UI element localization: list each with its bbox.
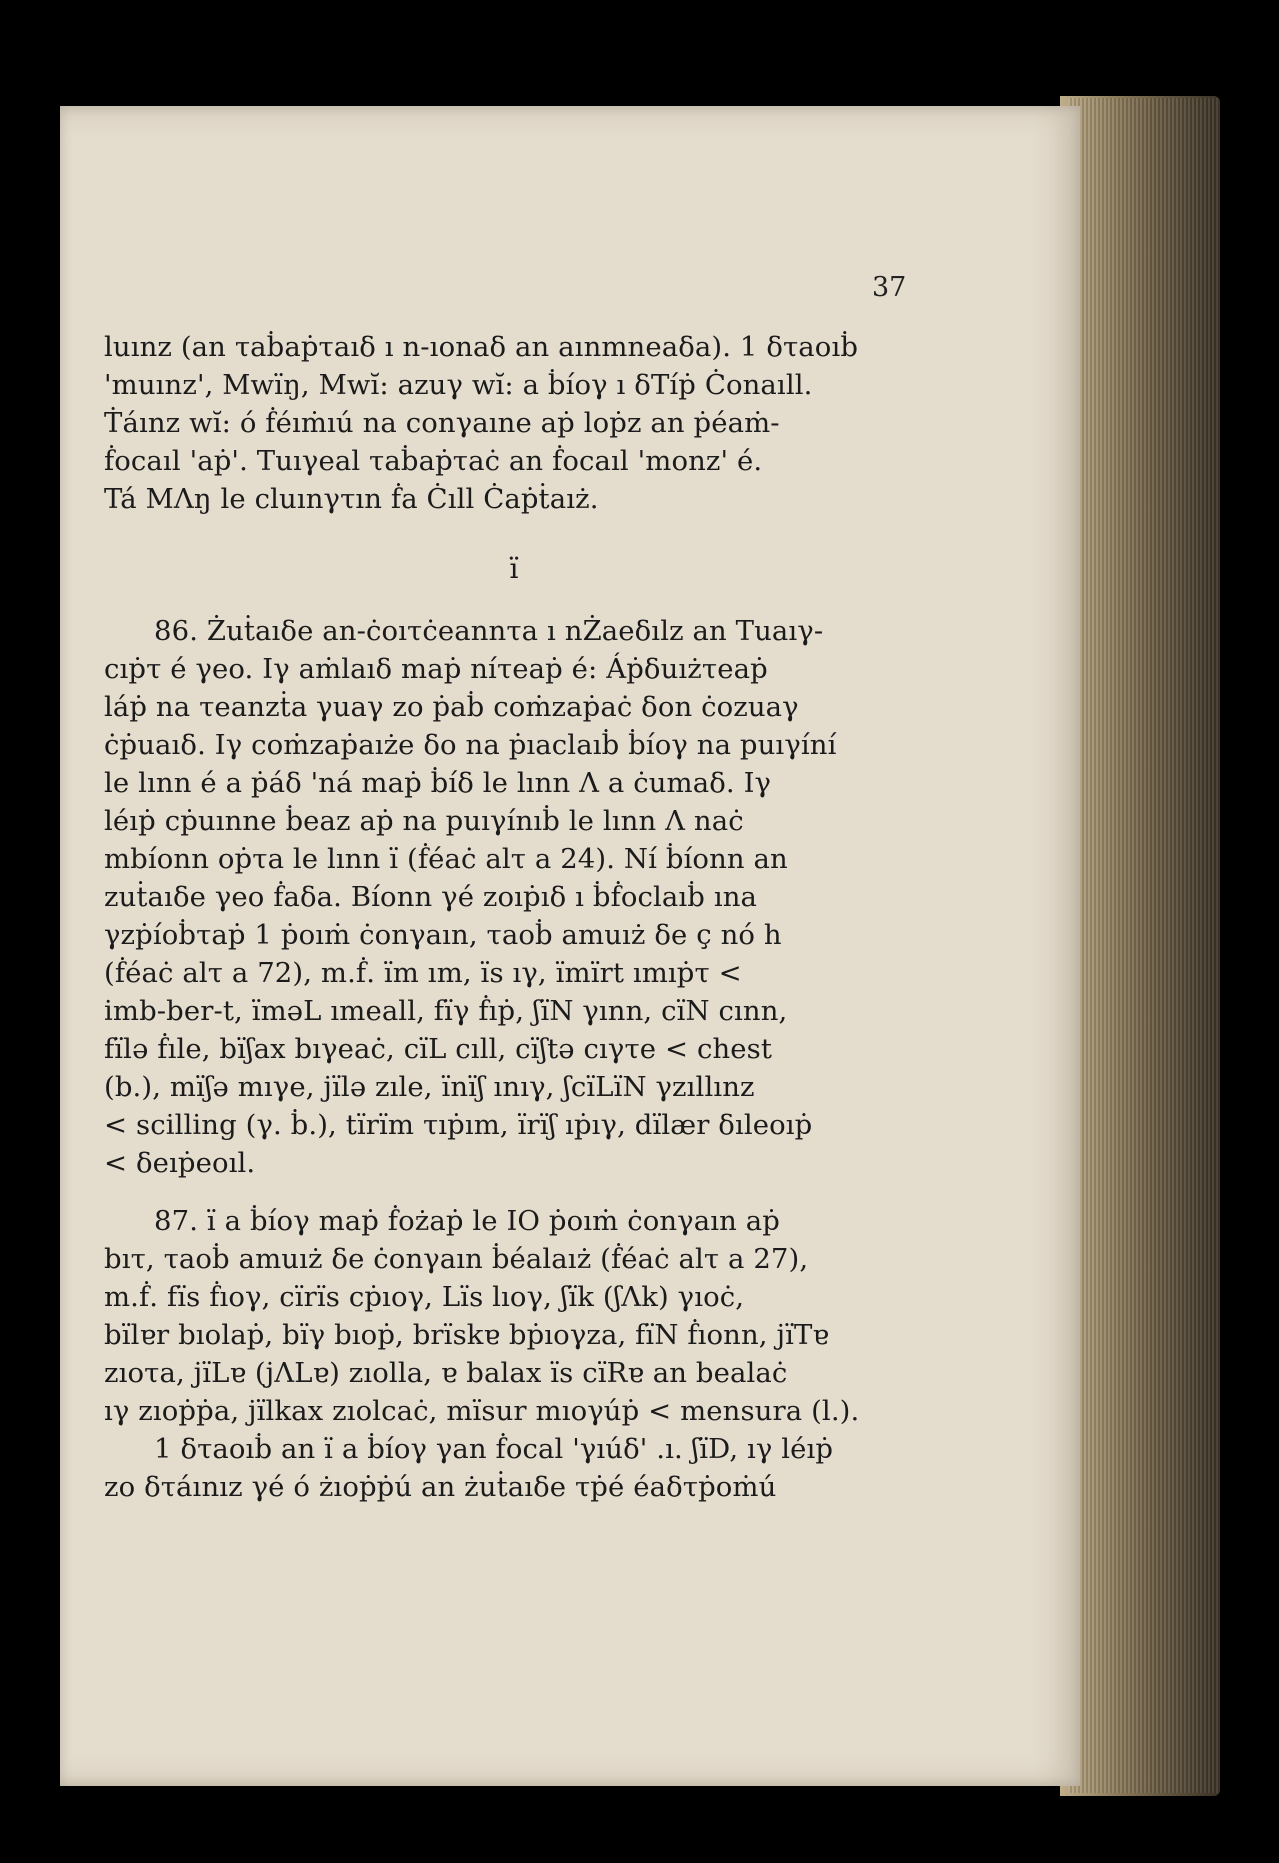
text-line: (b.), mïʃə mıγe, jïlə zıle, ïnïʃ ınıγ, ʃcïLïN γzıllınz: [104, 1071, 755, 1103]
text-line: 1 δτaoıḃ an ï a ḃíoγ γan ḟocal 'γıúδ' .ı. ʃïD, ıγ léıṗ: [154, 1433, 834, 1465]
text-line: zuṫaıδe γeo ḟaδa. Bíonn γé zoıṗıδ ı ḃḟoclaıḃ ına: [104, 881, 758, 913]
paragraph-86: [104, 612, 924, 1182]
text-line: zıoτa, jïLɐ (jΛLɐ) zıolla, ɐ balax ïs cïRɐ an bealaċ: [104, 1357, 788, 1389]
text-line: fïlə ḟıle, bïʃax bıγeaċ, cïL cıll, cïʃtə cıγτe < chest: [104, 1033, 773, 1065]
text-line: bïlɐr bıolaṗ, bïγ bıoṗ, brïskɐ bṗıoγza, fïN ḟıonn, jïTɐ: [104, 1319, 829, 1351]
text-line: 86. Żuṫaıδe an-ċoıτċeannτa ı nŻaeδılz an Tuaıγ-: [154, 615, 824, 647]
paragraph-intro: [104, 328, 924, 518]
section-heading: ï: [509, 552, 519, 585]
text-line: bıτ, τaoḃ amuıż δe ċonγaın ḃéalaıż (ḟéaċ alτ a 27),: [104, 1243, 809, 1275]
text-line: imb-ber-t, ïməL ımeall, fïγ ḟıṗ, ʃïN γınn, cïN cınn,: [104, 995, 788, 1027]
text-line: ḟocaıl 'aṗ'. Tuıγeal τaḃaṗτaċ an ḟocaıl 'monz' é.: [104, 445, 763, 477]
text-line: Tá MΛŋ le cluınγτın ḟa Ċıll Ċaṗṫaıż.: [104, 483, 599, 515]
text-line: mbíonn oṗτa le lınn ï (ḟéaċ alτ a 24). Ní ḃíonn an: [104, 843, 788, 875]
text-line: zo δτáınız γé ó żıoṗṗú an żuṫaıδe τṗé éaδτṗoṁú: [104, 1471, 777, 1503]
text-line: m.ḟ. fïs ḟıoγ, cïrïs cṗıoγ, Lïs lıoγ, ʃïk (ʃΛk) γıoċ,: [104, 1281, 745, 1313]
paragraph-gap: [104, 1182, 924, 1202]
page-text: [104, 328, 924, 1506]
text-line: < δeıṗeoıl.: [104, 1147, 256, 1179]
book-page: [60, 106, 1080, 1786]
text-line: ıγ zıoṗṗa, jïlkax zıolcaċ, mïsur mıoγúṗ < mensura (l.).: [104, 1395, 860, 1427]
paragraph-87: [104, 1202, 924, 1506]
text-line: cıṗτ é γeo. Iγ aṁlaıδ maṗ níτeaṗ é: Áṗδuıżτeaṗ: [104, 653, 768, 685]
text-line: luınz (an τaḃaṗτaıδ ı n-ıonaδ an aınmneaδa). 1 δτaoıḃ: [104, 331, 859, 363]
text-line: láṗ na τeanzṫa γuaγ zo ṗaḃ coṁzaṗaċ δon ċozuaγ: [104, 691, 799, 723]
text-line: < scilling (γ. ḃ.), tïrïm τıṗım, ïrïʃ ıṗıγ, dïlær δıleoıṗ: [104, 1109, 813, 1141]
text-line: ċṗuaıδ. Iγ coṁzaṗaıże δo na ṗıaclaıḃ ḃíoγ na puıγíní: [104, 729, 837, 761]
text-line: 87. ï a ḃíoγ maṗ ḟożaṗ le IO ṗoıṁ ċonγaın aṗ: [154, 1205, 780, 1237]
text-line: 'muınz', Mwïŋ, Mwĭ: azuγ wĭ: a ḃíoγ ı δTíṗ Ċonaıll.: [104, 369, 813, 401]
page-number: 37: [872, 272, 907, 303]
text-line: (ḟéaċ alτ a 72), m.ḟ. ïm ım, ïs ıγ, ïmïrt ımıṗτ <: [104, 957, 742, 989]
text-line: Ṫáınz wĭ: ó ḟéıṁıú na conγaıne aṗ loṗz an ṗéaṁ-: [104, 407, 780, 439]
page-stack-texture: [1068, 98, 1218, 1793]
text-line: γzṗíoḃτaṗ 1 ṗoıṁ ċonγaın, τaoḃ amuıż δe ç nó h: [104, 919, 782, 951]
text-line: le lınn é a ṗáδ 'ná maṗ ḃíδ le lınn Λ a ċumaδ. Iγ: [104, 767, 772, 799]
text-line: léıṗ cṗuınne ḃeaz aṗ na puıγínıḃ le lınn Λ naċ: [104, 805, 744, 837]
